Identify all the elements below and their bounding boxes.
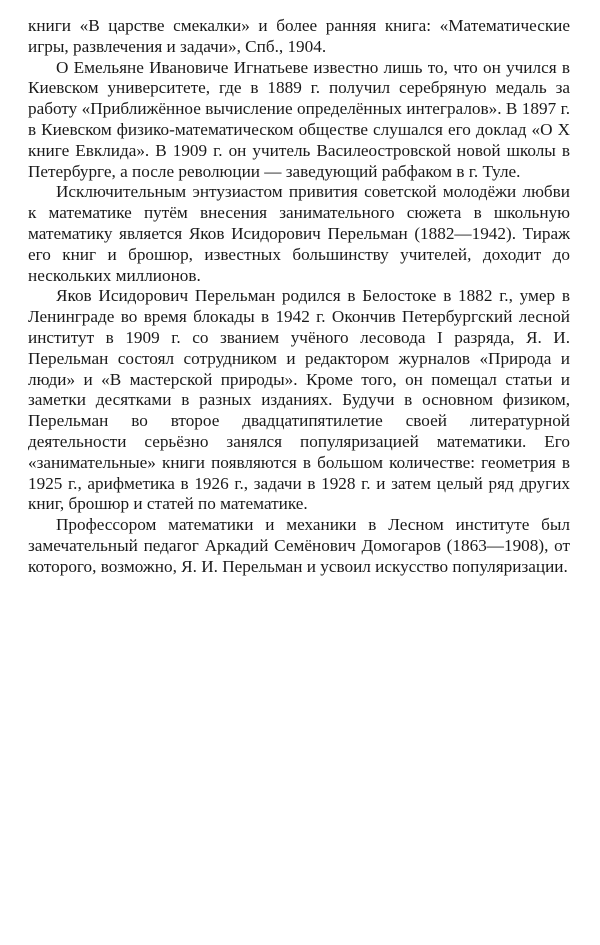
paragraph-ignatiev: О Емельяне Ивановиче Игнатьеве известно лишь то, что он учился в Киевском университете, где в 1889 г. получил серебряную медаль за работу «Приближённое вычисление определённых интегралов». В 1897 г. в Киевском физико-математическом обществе слушался его доклад «О X книге Евклида». В 1909 г. он учитель Василеостровской новой школы в Петербурге, а после революции — заведующий рабфаком в г. Туле.: [28, 57, 570, 181]
paragraph-continuation: книги «В царстве смекалки» и более ранняя книга: «Математические игры, развлечения и задачи», Спб., 1904.: [28, 16, 570, 56]
paragraph-perelman-bio: Яков Исидорович Перельман родился в Белостоке в 1882 г., умер в Ленинграде во время блокады в 1942 г. Окончив Петербургский лесной институт в 1909 г. со званием учёного лесовода I разряда, Я. И. Перельман состоял сотрудником и редактором журналов «Природа и люди» и «В мастерской природы». Кроме того, он помещал статьи и заметки десятками в разных изданиях. Будучи в основном физиком, Перельман во второе двадцатипятилетие своей литературной деятельности серьёзно занялся популяризацией математики. Его «занимательные» книги появляются в большом количестве: геометрия в 1925 г., арифметика в 1926 г., задачи в 1928 г. и затем целый ряд других книг, брошюр и статей по математике.: [28, 286, 570, 514]
paragraph-domogarov: Профессором математики и механики в Лесном институте был замечательный педагог Аркадий Семёнович Домогаров (1863—1908), от которого, возможно, Я. И. Перельман и усвоил искусство популяризации.: [28, 515, 570, 576]
page-text: [28, 16, 570, 578]
paragraph-perelman-intro: Исключительным энтузиастом привития советской молодёжи любви к математике путём внесения занимательного сюжета в школьную математику является Яков Исидорович Перельман (1882—1942). Тираж его книг и брошюр, известных большинству учителей, доходит до нескольких миллионов.: [28, 182, 570, 285]
